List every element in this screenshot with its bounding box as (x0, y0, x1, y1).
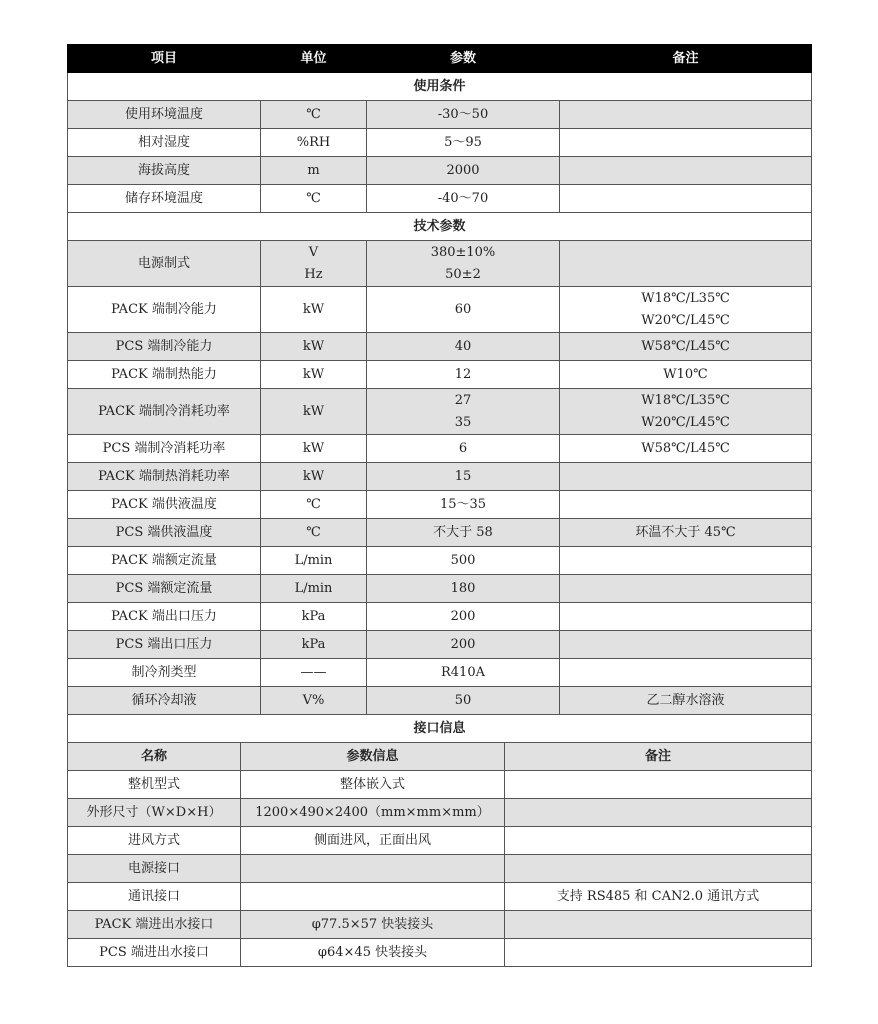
name-cell: 整机型式 (68, 771, 241, 799)
spec-table (67, 44, 812, 715)
unit-cell (261, 129, 367, 157)
unit-cell (261, 491, 367, 519)
header-name: 名称 (68, 743, 241, 771)
param-cell-line: 15 (454, 468, 472, 484)
note-cell (560, 463, 812, 491)
note-cell (560, 157, 812, 185)
param-cell-line: 50 (454, 692, 472, 708)
unit-cell-line: ℃ (306, 190, 321, 206)
note-cell (560, 631, 812, 659)
param-cell-line: 2000 (446, 162, 480, 178)
header-unit: 单位 (261, 45, 367, 73)
param-info-cell: φ64×45 快装接头 (241, 939, 505, 967)
item-cell: 储存环境温度 (68, 185, 261, 213)
header-param-info: 参数信息 (241, 743, 505, 771)
table-row (68, 883, 812, 911)
note-cell (560, 185, 812, 213)
table-row (68, 771, 812, 799)
item-cell: PCS 端制冷消耗功率 (68, 435, 261, 463)
param-cell-line: 27 (454, 392, 472, 408)
note-cell-line: W10℃ (663, 366, 708, 382)
note-cell (560, 333, 812, 361)
note-cell (560, 129, 812, 157)
table-row (68, 575, 812, 603)
table-row (68, 333, 812, 361)
param-cell (367, 547, 560, 575)
note-cell (560, 491, 812, 519)
param-cell (367, 241, 560, 287)
param-cell-line: R410A (441, 664, 485, 680)
name-cell: 进风方式 (68, 827, 241, 855)
param-cell (367, 129, 560, 157)
item-cell: PACK 端制热能力 (68, 361, 261, 389)
param-cell (367, 519, 560, 547)
table-row (68, 603, 812, 631)
unit-cell-line: ℃ (306, 524, 321, 540)
item-cell: 相对湿度 (68, 129, 261, 157)
note-cell (560, 389, 812, 435)
table-row (68, 827, 812, 855)
section-title-row (68, 73, 812, 101)
table-row (68, 361, 812, 389)
item-cell: PACK 端出口压力 (68, 603, 261, 631)
item-cell: PCS 端供液温度 (68, 519, 261, 547)
name-cell: 外形尺寸（W×D×H） (68, 799, 241, 827)
note-cell-line: W20℃/L45℃ (641, 414, 730, 430)
note-cell (505, 855, 812, 883)
table-row (68, 241, 812, 287)
note-cell (560, 547, 812, 575)
table-row (68, 547, 812, 575)
section-title: 接口信息 (68, 715, 812, 743)
item-cell: PCS 端制冷能力 (68, 333, 261, 361)
unit-cell (261, 631, 367, 659)
param-cell (367, 463, 560, 491)
item-cell: PCS 端出口压力 (68, 631, 261, 659)
header-note: 备注 (560, 45, 812, 73)
table-row (68, 185, 812, 213)
param-cell-line: 35 (454, 414, 472, 430)
unit-cell-line: kW (302, 440, 325, 456)
unit-cell-line: kW (302, 301, 325, 317)
table-row (68, 463, 812, 491)
unit-cell (261, 659, 367, 687)
param-cell-line: 12 (454, 366, 472, 382)
unit-cell (261, 463, 367, 491)
name-cell: 通讯接口 (68, 883, 241, 911)
name-cell: PACK 端进出水接口 (68, 911, 241, 939)
unit-cell-line: V (308, 244, 319, 260)
note-cell (560, 519, 812, 547)
unit-cell-line: m (307, 162, 320, 178)
param-cell (367, 185, 560, 213)
unit-cell-line: kPa (301, 608, 326, 624)
param-info-cell (241, 855, 505, 883)
table-row (68, 911, 812, 939)
unit-cell (261, 603, 367, 631)
table-row (68, 519, 812, 547)
spec-sheet (67, 44, 811, 967)
unit-cell-line: V% (302, 692, 325, 708)
note-cell: 支持 RS485 和 CAN2.0 通讯方式 (505, 883, 812, 911)
param-cell-line: 60 (454, 301, 472, 317)
item-cell: PACK 端制热消耗功率 (68, 463, 261, 491)
table-row (68, 435, 812, 463)
param-cell-line: 500 (450, 552, 476, 568)
param-cell-line: 6 (458, 440, 468, 456)
unit-cell (261, 687, 367, 715)
unit-cell-line: —— (300, 664, 327, 680)
note-cell (560, 101, 812, 129)
param-cell (367, 361, 560, 389)
param-info-cell: 整体嵌入式 (241, 771, 505, 799)
param-cell-line: 380±10% (430, 244, 496, 260)
note-cell (560, 687, 812, 715)
table-row (68, 129, 812, 157)
param-info-cell: 侧面进风，正面出风 (241, 827, 505, 855)
table-row (68, 631, 812, 659)
note-cell-line: 乙二醇水溶液 (646, 692, 725, 708)
unit-cell (261, 575, 367, 603)
unit-cell (261, 519, 367, 547)
note-cell (505, 911, 812, 939)
note-cell-line: 环温不大于 45℃ (635, 524, 736, 540)
interface-table-header (68, 743, 812, 771)
spec-table-header (68, 45, 812, 73)
param-cell (367, 491, 560, 519)
note-cell-line: W58℃/L45℃ (641, 338, 730, 354)
item-cell: 电源制式 (68, 241, 261, 287)
unit-cell-line: kW (302, 468, 325, 484)
unit-cell (261, 185, 367, 213)
table-row (68, 389, 812, 435)
section-title: 技术参数 (68, 213, 812, 241)
interface-table (67, 714, 812, 967)
section-title-row (68, 213, 812, 241)
unit-cell-line: ℃ (306, 496, 321, 512)
note-cell (560, 287, 812, 333)
spec-table-body (68, 73, 812, 715)
param-cell-line: 180 (450, 580, 476, 596)
param-cell (367, 157, 560, 185)
interface-table-body (68, 715, 812, 967)
table-row (68, 101, 812, 129)
unit-cell-line: Hz (304, 266, 323, 282)
unit-cell-line: L/min (294, 580, 333, 596)
unit-cell-line: ℃ (306, 106, 321, 122)
unit-cell-line: kW (302, 338, 325, 354)
param-cell (367, 575, 560, 603)
unit-cell (261, 361, 367, 389)
unit-cell (261, 333, 367, 361)
param-cell (367, 631, 560, 659)
header-param: 参数 (367, 45, 560, 73)
note-cell-line: W18℃/L35℃ (641, 392, 730, 408)
note-cell (505, 939, 812, 967)
param-cell-line: 200 (450, 608, 476, 624)
note-cell-line: W20℃/L45℃ (641, 312, 730, 328)
table-row (68, 157, 812, 185)
param-cell (367, 101, 560, 129)
unit-cell-line: kW (302, 366, 325, 382)
param-cell (367, 333, 560, 361)
param-cell (367, 435, 560, 463)
item-cell: PACK 端额定流量 (68, 547, 261, 575)
param-cell-line: 50±2 (445, 266, 481, 282)
note-cell (560, 575, 812, 603)
unit-cell-line: %RH (296, 134, 331, 150)
param-cell (367, 659, 560, 687)
note-cell (505, 799, 812, 827)
section-title: 使用条件 (68, 73, 812, 101)
unit-cell (261, 389, 367, 435)
header-item: 项目 (68, 45, 261, 73)
table-row (68, 855, 812, 883)
item-cell: PACK 端供液温度 (68, 491, 261, 519)
unit-cell (261, 157, 367, 185)
note-cell-line: W18℃/L35℃ (641, 290, 730, 306)
param-cell-line: -40～70 (437, 190, 489, 206)
param-cell (367, 603, 560, 631)
item-cell: 海拔高度 (68, 157, 261, 185)
note-cell (560, 241, 812, 287)
header-note: 备注 (505, 743, 812, 771)
unit-cell-line: kPa (301, 636, 326, 652)
param-cell-line: 5～95 (444, 134, 482, 150)
param-cell-line: 200 (450, 636, 476, 652)
item-cell: 循环冷却液 (68, 687, 261, 715)
table-row (68, 659, 812, 687)
param-cell-line: 40 (454, 338, 472, 354)
unit-cell (261, 101, 367, 129)
param-info-cell: φ77.5×57 快装接头 (241, 911, 505, 939)
param-cell (367, 389, 560, 435)
unit-cell (261, 547, 367, 575)
unit-cell-line: L/min (294, 552, 333, 568)
item-cell: 使用环境温度 (68, 101, 261, 129)
item-cell: PCS 端额定流量 (68, 575, 261, 603)
table-row (68, 687, 812, 715)
unit-cell (261, 435, 367, 463)
item-cell: PACK 端制冷消耗功率 (68, 389, 261, 435)
unit-cell-line: kW (302, 403, 325, 419)
item-cell: PACK 端制冷能力 (68, 287, 261, 333)
param-cell-line: 15～35 (439, 496, 487, 512)
item-cell: 制冷剂类型 (68, 659, 261, 687)
param-info-cell (241, 883, 505, 911)
table-row (68, 939, 812, 967)
table-row (68, 491, 812, 519)
note-cell (505, 771, 812, 799)
param-cell-line: -30～50 (437, 106, 489, 122)
param-cell (367, 287, 560, 333)
note-cell-line: W58℃/L45℃ (641, 440, 730, 456)
note-cell (505, 827, 812, 855)
note-cell (560, 659, 812, 687)
unit-cell (261, 241, 367, 287)
note-cell (560, 435, 812, 463)
name-cell: PCS 端进出水接口 (68, 939, 241, 967)
table-row (68, 799, 812, 827)
note-cell (560, 361, 812, 389)
unit-cell (261, 287, 367, 333)
note-cell (560, 603, 812, 631)
section-title-row (68, 715, 812, 743)
param-cell (367, 687, 560, 715)
param-cell-line: 不大于 58 (433, 524, 493, 540)
param-info-cell: 1200×490×2400（mm×mm×mm） (241, 799, 505, 827)
table-row (68, 287, 812, 333)
name-cell: 电源接口 (68, 855, 241, 883)
